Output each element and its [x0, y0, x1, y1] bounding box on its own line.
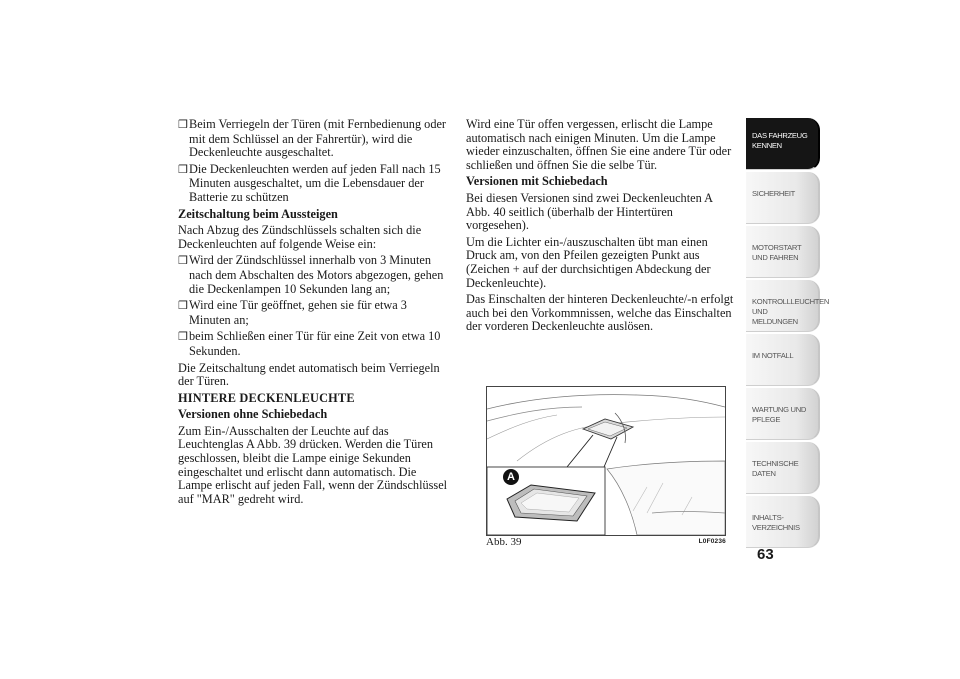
- bullet-item: ❒Die Deckenleuchten werden auf jeden Fall nach 15 Minuten ausgeschaltet, um die Lebensdauer der Batterie zu schützen: [178, 161, 441, 204]
- page-number: 63: [757, 546, 774, 563]
- subheading-mit-schiebedach: Versionen mit Schiebedach: [466, 174, 608, 189]
- bullet-box-icon: ❒: [178, 300, 188, 313]
- tab-technische-daten[interactable]: TECHNISCHE DATEN: [746, 442, 820, 494]
- bullet-box-icon: ❒: [178, 119, 188, 131]
- tab-sicherheit[interactable]: SICHERHEIT: [746, 172, 820, 224]
- paragraph: Bei diesen Versionen sind zwei Deckenleuchten A Abb. 40 seitlich (überhalb der Hintertüren vorgesehen).: [466, 190, 713, 233]
- bullet-item: ❒Wird eine Tür geöffnet, gehen sie für etwa 3 Minuten an;: [178, 298, 407, 327]
- tab-inhaltsverzeichnis[interactable]: INHALTS-VERZEICHNIS: [746, 496, 820, 548]
- caption-label: Abb. 39: [486, 536, 522, 548]
- tab-wartung-und-pflege[interactable]: WARTUNG UND PFLEGE: [746, 388, 820, 440]
- paragraph: Um die Lichter ein-/auszuschalten übt man einen Druck am, von den Pfeilen gezeigten Punkt aus (Zeichen + auf der durchsichtigen Abdeckung der Deckenleuchte).: [466, 234, 711, 290]
- figure-code: L0F0236: [698, 538, 726, 545]
- paragraph: Die Zeitschaltung endet automatisch beim Verriegeln der Türen.: [178, 360, 440, 389]
- tab-das-fahrzeug-kennen[interactable]: DAS FAHRZEUG KENNEN: [746, 118, 820, 170]
- paragraph: Das Einschalten der hinteren Deckenleuchte/-n erfolgt auch bei den Vorkommnissen, welche das Einschalten der vorderen Deckenleuchte auslösen.: [466, 292, 734, 334]
- ceiling-light-illustration: [487, 387, 725, 535]
- bullet-box-icon: ❒: [178, 331, 188, 344]
- bullet-box-icon: ❒: [178, 163, 188, 176]
- callout-marker-a: A: [503, 469, 519, 485]
- paragraph: Wird eine Tür offen vergessen, erlischt die Lampe automatisch nach einigen Minuten. Um die Lampe wieder einzuschalten, öffnen Sie eine andere Tür oder schließen und öffnen Sie die selbe Tür.: [466, 117, 732, 172]
- figure-caption: [486, 536, 726, 550]
- tab-motorstart-und-fahren[interactable]: MOTORSTART UND FAHREN: [746, 226, 820, 278]
- bullet-item: ❒Beim Verriegeln der Türen (mit Fernbedienung oder mit dem Schlüssel an der Fahrertür), wird die Deckenleuchte ausgeschaltet.: [178, 117, 447, 160]
- bullet-item: ❒beim Schließen einer Tür für eine Zeit von etwa 10 Sekunden.: [178, 329, 441, 358]
- paragraph: Nach Abzug des Zündschlüssels schalten sich die Deckenleuchten auf folgende Weise ein:: [178, 223, 422, 251]
- bullet-box-icon: ❒: [178, 255, 188, 268]
- right-column: [466, 118, 736, 337]
- tab-kontrollleuchten[interactable]: KONTROLLLEUCHTEN UND MELDUNGEN: [746, 280, 820, 332]
- subheading-zeitschaltung: Zeitschaltung beim Aussteigen: [178, 206, 338, 221]
- subheading-ohne-schiebedach: Versionen ohne Schiebedach: [178, 407, 328, 422]
- figure-rear-ceiling-light: [486, 386, 726, 536]
- section-heading: HINTERE DECKENLEUCHTE: [178, 390, 355, 405]
- tab-im-notfall[interactable]: IM NOTFALL: [746, 334, 820, 386]
- chapter-tabs: [746, 118, 830, 550]
- bullet-item: ❒Wird der Zündschlüssel innerhalb von 3 Minuten nach dem Abschalten des Motors abgezogen, gehen die Deckenlampen 10 Sekunden lang an;: [178, 253, 444, 296]
- paragraph: Zum Ein-/Ausschalten der Leuchte auf das Leuchtenglas A Abb. 39 drücken. Werden die Türen geschlossen, bleibt die Lampe einige Sekunden eingeschaltet und erlischt dann automatisch. Die Lampe erlischt auf jeden Fall, wenn der Zündschlüssel auf "MAR" gedreht wird.: [178, 423, 448, 506]
- left-column: [178, 118, 448, 509]
